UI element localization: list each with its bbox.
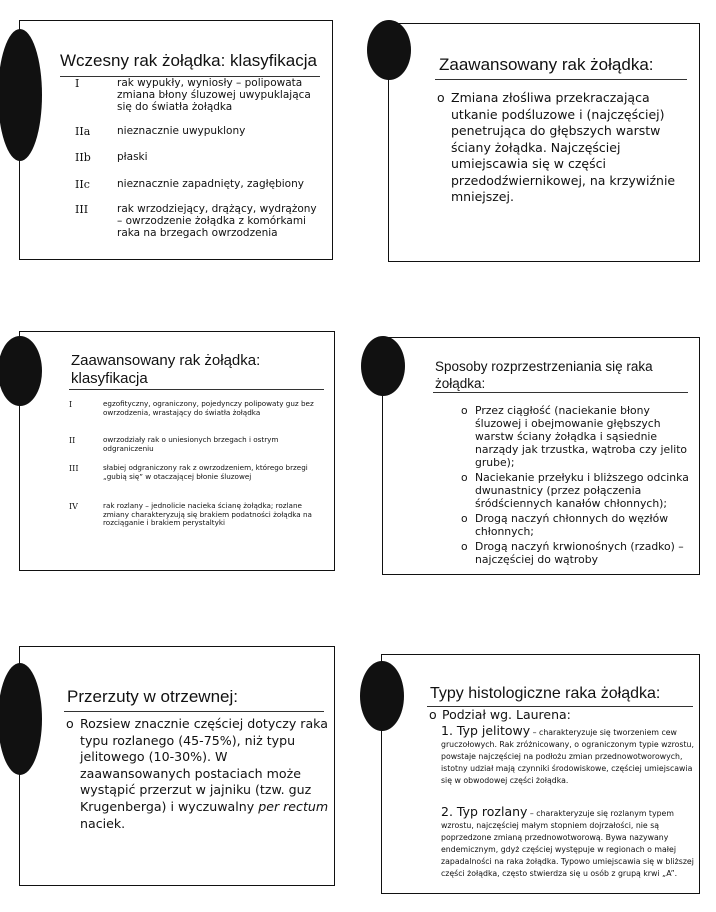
bullet-marker: o xyxy=(437,90,445,105)
bullet-marker: o xyxy=(461,471,468,484)
bullet-list xyxy=(66,716,330,832)
slide-corner-decoration xyxy=(367,20,411,80)
title-divider xyxy=(435,79,687,80)
classification-number: III xyxy=(75,203,89,216)
classification-row xyxy=(75,77,325,113)
classification-row xyxy=(75,125,325,138)
classification-text: egzofityczny, ograniczony, pojedynczy polipowaty guz bez owrzodzenia, wrastający do światła żołądka xyxy=(103,399,314,417)
type-description: – charakteryzuje się rozlanym typem wzrostu, najczęściej małym stopniem dojrzałości, nie są poprzedzone zmianą przednowotworową. Bywa nazywany endemicznym, gdyż częściej występuje w regionach o małej zapadalności na raka żołądka. Typowo umiejscawia się w bliższej części żołądka, często stwierdza się u osób z grupą krwi „A”. xyxy=(441,809,694,878)
slide-corner-decoration xyxy=(361,336,405,396)
bullet-text: Naciekanie przełyku i bliższego odcinka dwunastnicy (przez połączenia śródściennych kanałów chłonnych); xyxy=(475,471,689,510)
bullet-list xyxy=(461,404,697,566)
slide-advanced-gastric-cancer xyxy=(388,23,700,262)
type-heading: 1. Typ jelitowy xyxy=(441,723,531,738)
bullet-item xyxy=(461,471,697,510)
bullet-marker: o xyxy=(66,716,74,731)
classification-number: II xyxy=(69,436,76,445)
type-heading: 2. Typ rozlany xyxy=(441,804,528,819)
classification-text: płaski xyxy=(117,151,148,163)
title-divider xyxy=(433,392,688,393)
slide-peritoneal-metastases xyxy=(19,646,335,886)
slide-title: Zaawansowany rak żołądka: xyxy=(439,55,654,74)
classification-row xyxy=(75,151,325,164)
bullet-text: Rozsiew znacznie częściej dotyczy raka typu rozlanego (45-75%), niż typu jelitowego (10-30%). W zaawansowanych postaciach może wystąpić przerzut w jajniku (tzw. guz Krugenberga) i wyczuwalny xyxy=(80,716,328,814)
classification-row xyxy=(75,178,325,191)
slide-histological-types xyxy=(381,654,700,894)
slide-corner-decoration xyxy=(0,29,42,161)
bullet-item xyxy=(429,707,697,722)
classification-number: IIc xyxy=(75,178,90,191)
slide-title: Przerzuty w otrzewnej: xyxy=(67,687,238,706)
bullet-item xyxy=(461,540,697,566)
slide-spread-routes xyxy=(382,337,700,575)
classification-number: III xyxy=(69,464,79,473)
bullet-list xyxy=(437,90,693,206)
classification-row xyxy=(69,502,329,528)
laurens-type-item xyxy=(441,724,697,785)
classification-number: IV xyxy=(69,502,78,511)
slide-advanced-classification xyxy=(19,331,335,571)
classification-number: I xyxy=(75,77,80,90)
slide-corner-decoration xyxy=(360,661,404,731)
title-divider xyxy=(64,711,324,712)
bullet-text: Przez ciągłość (naciekanie błony śluzowej i obejmowanie głębszych warstw ściany żołądka i sąsiednie narządy jak trzustka, wątroba czy jelito grube); xyxy=(475,404,688,469)
bullet-marker: o xyxy=(461,540,468,553)
classification-text: rak wrzodziejący, drążący, wydrążony – owrzodzenie żołądka z komórkami raka na brzegach owrzodzenia xyxy=(117,203,317,239)
slide-early-gastric-cancer xyxy=(19,20,333,260)
title-divider xyxy=(69,389,324,390)
bullet-item xyxy=(437,90,693,206)
bullet-text-end: naciek. xyxy=(80,815,126,831)
classification-row xyxy=(75,203,325,239)
classification-text: nieznacznie zapadnięty, zagłębiony xyxy=(117,178,304,190)
bullet-text-emphasis: per rectum xyxy=(258,798,329,814)
type-description: – charakteryzuje się tworzeniem cew gruczołowych. Rak zróżnicowany, o ograniczonym typie wzrostu, powstaje najczęściej na podłożu zmian przednowotworowych, istotny udział mają czynniki środowiskowe, częściej umiejscawia się w obwodowej części żołądka. xyxy=(441,728,694,785)
bullet-text: Drogą naczyń chłonnych do węzłów chłonnych; xyxy=(475,512,669,538)
classification-text: rak wypukły, wyniosły – polipowata zmiana błony śluzowej uwypuklająca się do światła żołądka xyxy=(117,77,311,113)
bullet-text: Podział wg. Laurena: xyxy=(442,707,571,722)
bullet-marker: o xyxy=(461,404,468,417)
slide-corner-decoration xyxy=(0,336,42,406)
classification-text: nieznacznie uwypuklony xyxy=(117,125,246,137)
slide-title: Sposoby rozprzestrzeniania się raka żołądka: xyxy=(435,359,653,391)
classification-text: owrzodziały rak o uniesionych brzegach i ostrym odgraniczeniu xyxy=(103,435,279,453)
classification-row xyxy=(69,400,329,417)
classification-row xyxy=(69,436,329,453)
classification-number: IIb xyxy=(75,151,91,164)
slide-title: Typy histologiczne raka żołądka: xyxy=(430,685,661,702)
bullet-marker: o xyxy=(461,512,468,525)
bullet-text: Drogą naczyń krwionośnych (rzadko) – najczęściej do wątroby xyxy=(475,540,684,566)
bullet-item xyxy=(66,716,330,832)
classification-text: rak rozlany – jednolicie naciekа ścianę żołądka; rozlane zmiany charakteryzują się brakiem podatności żołądka na rozciąganie i brakiem perystaltyki xyxy=(103,501,312,527)
bullet-item xyxy=(461,512,697,538)
classification-number: IIa xyxy=(75,125,91,138)
classification-row xyxy=(69,464,329,481)
bullet-text: Zmiana złośliwa przekraczająca utkanie podśluzowe i (najczęściej) penetrująca do głębszych warstw ściany żołądka. Najczęściej umiejscawia się w części przedodźwiernikowej, na krzywiźnie mniejszej. xyxy=(451,90,676,204)
laurens-type-item xyxy=(441,805,697,878)
bullet-item xyxy=(461,404,697,469)
bullet-list xyxy=(429,707,697,722)
slide-corner-decoration xyxy=(0,663,42,775)
slide-title: Wczesny rak żołądka: klasyfikacja xyxy=(60,51,317,70)
bullet-marker: o xyxy=(429,707,437,722)
slide-title: Zaawansowany rak żołądka: klasyfikacja xyxy=(71,352,261,387)
classification-number: I xyxy=(69,400,73,409)
classification-text: słabiej odgraniczony rak z owrzodzeniem, którego brzegi „gubią się” w otaczającej błonie śluzowej xyxy=(103,463,308,481)
